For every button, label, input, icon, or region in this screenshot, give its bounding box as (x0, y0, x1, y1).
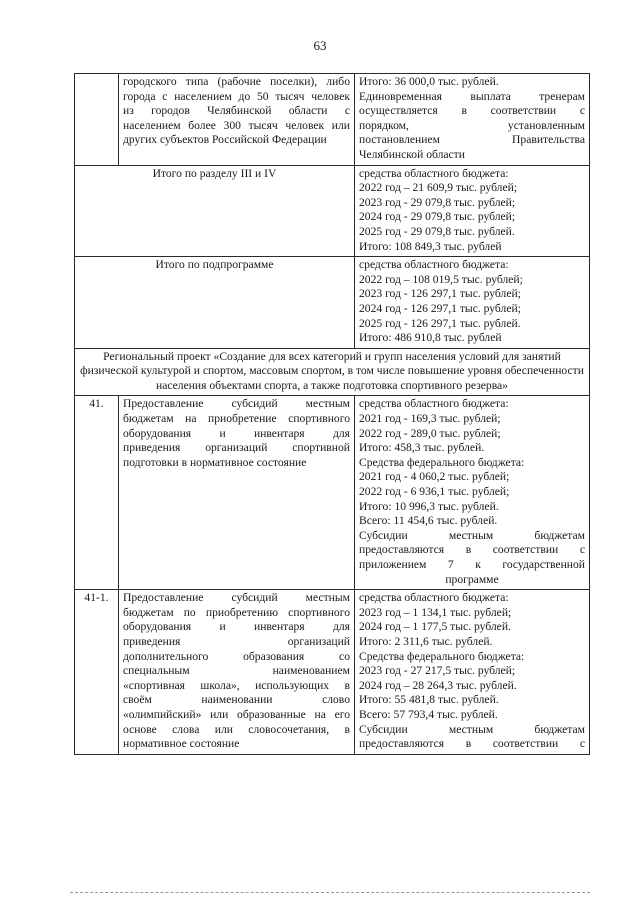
fin-line: 2023 год - 29 079,8 тыс. рублей; (359, 195, 516, 209)
fin-line: 2022 год – 108 019,5 тыс. рублей; (359, 272, 523, 286)
subprogram-total-label: Итого по подпрограмме (75, 257, 355, 349)
fin-line: 2025 год - 29 079,8 тыс. рублей. (359, 224, 515, 238)
fin-line: Итого: 108 849,3 тыс. рублей (359, 239, 502, 253)
desc-line: бюджетам на приобретение спортивного (123, 412, 350, 426)
fin-line: Субсидии местным бюджетам (359, 722, 585, 736)
fin-line: предоставляются в соответствии с (359, 543, 585, 557)
desc-line: своём наименовании слово (123, 693, 350, 707)
row-description (119, 396, 355, 590)
fin-line: программе (445, 572, 499, 586)
fin-line: 2023 год – 1 134,1 тыс. рублей; (359, 605, 512, 619)
table-row-regional-project (75, 348, 590, 396)
fin-line: Итого: 2 311,6 тыс. рублей. (359, 634, 493, 648)
fin-line: Средства федерального бюджета: (359, 649, 525, 663)
fin-line: приложением 7 к государственной (359, 558, 585, 571)
fin-line: средства областного бюджета: (359, 591, 509, 605)
fin-line: осуществляется в соответствии с (359, 104, 585, 118)
fin-line: 2022 год - 289,0 тыс. рублей; (359, 426, 501, 440)
desc-line: «олимпийский» или образованные на его (123, 707, 350, 721)
fin-line: Всего: 57 793,4 тыс. рублей. (359, 707, 498, 721)
program-table (74, 73, 590, 755)
table-row-continued (75, 74, 590, 166)
desc-line: нормативное состояние (123, 737, 240, 751)
fin-line: Итого: 10 996,3 тыс. рублей. (359, 499, 499, 513)
row-financing (355, 590, 590, 755)
fin-line: 2024 год – 1 177,5 тыс. рублей. (359, 620, 511, 634)
fin-line: Единовременная выплата тренерам (359, 89, 585, 103)
fin-line: Субсидии местным бюджетам (359, 528, 585, 542)
page-number: 63 (313, 38, 327, 53)
section-total-label: Итого по разделу III и IV (75, 165, 355, 257)
desc-line: оборудования и инвентаря для (123, 426, 350, 440)
desc-line: Предоставление субсидий местным (123, 591, 350, 605)
subprogram-total-financing (355, 257, 590, 349)
fin-line: 2023 год - 126 297,1 тыс. рублей; (359, 287, 521, 301)
fin-line: Челябинской области (359, 147, 465, 161)
desc-line: основе слова или словосочетания, в (123, 722, 350, 736)
fin-line: Итого: 36 000,0 тыс. рублей. (359, 75, 499, 88)
fin-line: 2025 год - 126 297,1 тыс. рублей. (359, 316, 521, 330)
desc-line: «спортивная школа», использующих в (123, 678, 350, 692)
row-description (119, 590, 355, 755)
row-number: 41-1. (75, 590, 119, 755)
desc-line: оборудования и инвентаря для (123, 620, 350, 634)
fin-line: Итого: 458,3 тыс. рублей. (359, 441, 485, 455)
fin-line: постановлением Правительства (359, 133, 585, 147)
fin-line: средства областного бюджета: (359, 397, 509, 411)
fin-line: 2024 год - 29 079,8 тыс. рублей; (359, 210, 516, 224)
fin-line: Средства федерального бюджета: (359, 455, 525, 469)
table-row-section-total (75, 165, 590, 257)
fin-line: 2024 год - 126 297,1 тыс. рублей; (359, 301, 521, 315)
row-number: 41. (75, 396, 119, 590)
table-row-41 (75, 396, 590, 590)
desc-line: населением более 300 тысяч человек или (123, 118, 350, 132)
row-financing (355, 396, 590, 590)
desc-line: Предоставление субсидий местным (123, 397, 350, 411)
desc-line: специальным наименованием (123, 664, 350, 678)
row-financing (355, 74, 590, 166)
fin-line: предоставляются в соответствии с (359, 737, 585, 751)
fin-line: Итого: 55 481,8 тыс. рублей. (359, 693, 499, 707)
desc-line: подготовки в нормативное состояние (123, 455, 307, 469)
section-total-financing (355, 165, 590, 257)
table-row-41-1 (75, 590, 590, 755)
fin-line: средства областного бюджета: (359, 166, 509, 180)
fin-line: 2021 год - 4 060,2 тыс. рублей; (359, 470, 510, 484)
page-bottom-divider (70, 892, 590, 893)
desc-line: города с населением до 50 тысяч человек (123, 89, 350, 103)
desc-line: приведения организаций (123, 634, 350, 648)
fin-line: средства областного бюджета: (359, 258, 509, 272)
fin-line: Всего: 11 454,6 тыс. рублей. (359, 514, 498, 528)
fin-line: 2024 год – 28 264,3 тыс. рублей. (359, 678, 517, 692)
desc-line: городского типа (рабочие поселки), либо (123, 75, 350, 88)
fin-line: 2022 год - 6 936,1 тыс. рублей; (359, 485, 510, 499)
desc-line: приведения организаций спортивной (123, 441, 350, 455)
fin-line: Итого: 486 910,8 тыс. рублей (359, 331, 502, 345)
fin-line: 2023 год - 27 217,5 тыс. рублей; (359, 664, 516, 678)
row-description (119, 74, 355, 166)
table-row-subprogram-total (75, 257, 590, 349)
desc-line: из городов Челябинской области с (123, 104, 350, 118)
desc-line: дополнительного образования со (123, 649, 350, 663)
desc-line: бюджетам по приобретению спортивного (123, 605, 350, 619)
desc-line: других субъектов Российской Федерации (123, 133, 327, 147)
fin-line: 2021 год - 169,3 тыс. рублей; (359, 412, 501, 426)
fin-line: 2022 год – 21 609,9 тыс. рублей; (359, 181, 518, 195)
row-number (75, 74, 119, 166)
fin-line: порядком, установленным (359, 118, 585, 132)
regional-project-title: Региональный проект «Создание для всех категорий и групп населения условий для занятий физической культурой и спортом, массовым спортом, в том числе повышение уровня обеспеченности населения объектами спорта, а также подготовка спортивного резерва» (75, 348, 590, 396)
